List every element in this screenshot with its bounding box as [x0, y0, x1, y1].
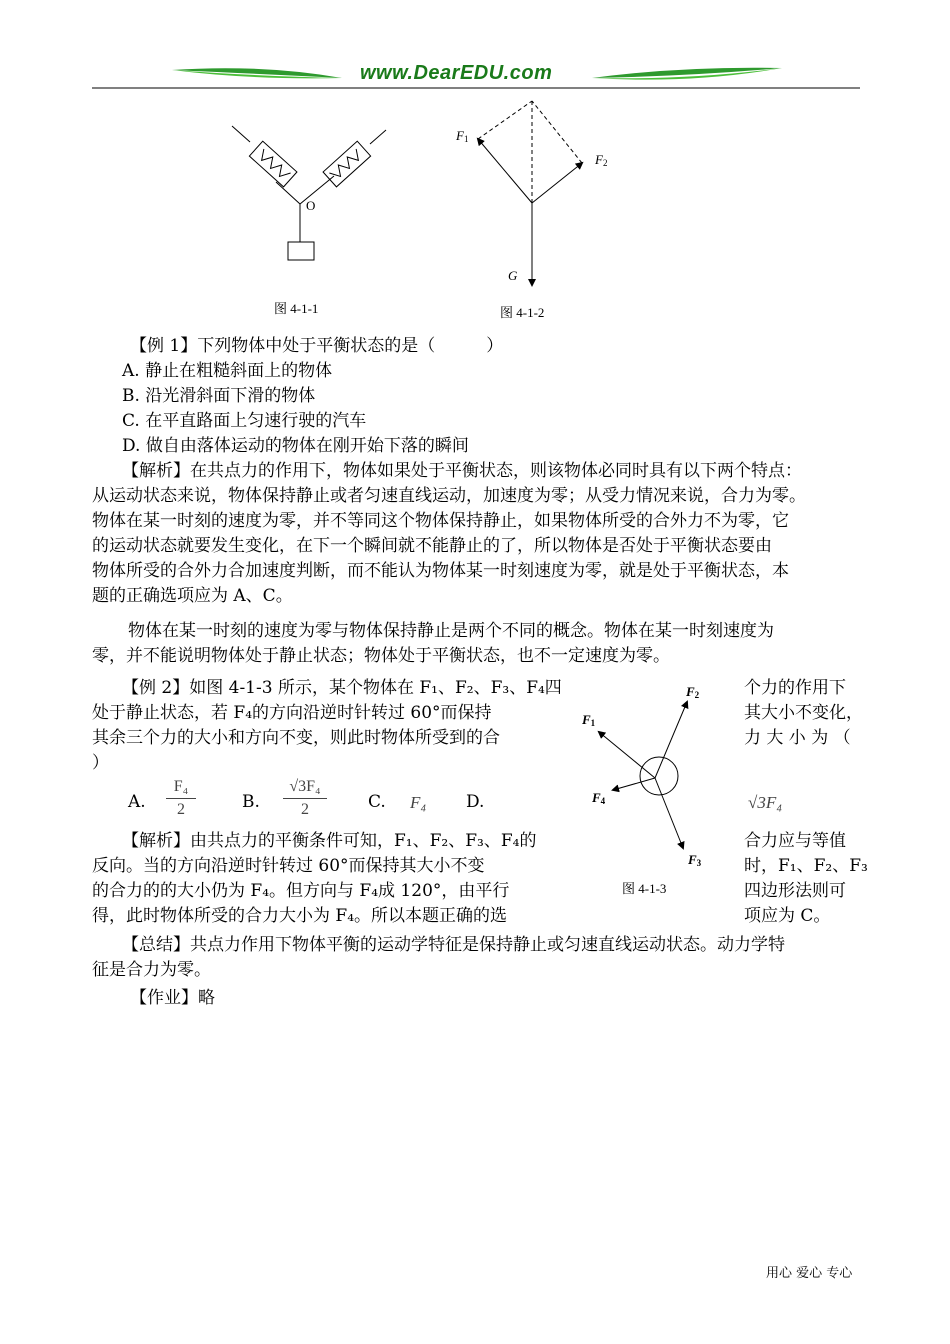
homework: 【作业】略: [130, 988, 215, 1008]
example1-question: 【例 1】下列物体中处于平衡状态的是（ ）: [130, 336, 504, 356]
fig2-f2-label: $F_2$: [595, 152, 608, 168]
option-a-denominator: 2: [177, 801, 185, 818]
fig3-f4-label: $F_4$: [592, 790, 606, 806]
example2-analysis-line: 的合力的的大小仍为 F₄。但方向与 F₄成 120°，由平行: [92, 881, 510, 901]
example2-question-line: ）: [92, 753, 109, 773]
fig2-caption: 图 4-1-2: [500, 305, 545, 320]
fig1-point-label: O: [306, 198, 316, 213]
example1-option-b: B. 沿光滑斜面下滑的物体: [122, 386, 316, 406]
footer-motto: 用心 爱心 专心: [766, 1266, 853, 1281]
option-b-numerator: √3F₄: [289, 778, 321, 795]
example1-analysis-line: 【解析】在共点力的作用下，物体如果处于平衡状态，则该物体必同时具有以下两个特点：: [122, 461, 802, 481]
fig1-caption: 图 4-1-1: [274, 301, 319, 316]
figure-4-1-2: [460, 95, 620, 295]
site-name: www.DearEDU.com: [360, 62, 553, 84]
example2-analysis-right: 合力应与等值: [744, 831, 846, 851]
example2-analysis-line: 反向。当的方向沿逆时针转过 60°而保持其大小不变: [92, 856, 485, 876]
example1-option-d: D. 做自由落体运动的物体在刚开始下落的瞬间: [122, 436, 469, 456]
example1-note-line: 物体在某一时刻的速度为零与物体保持静止是两个不同的概念。物体在某一时刻速度为: [128, 621, 774, 641]
example2-analysis-line: 得，此时物体所受的合力大小为 F₄。所以本题正确的选: [92, 906, 508, 926]
example1-note-line: 零，并不能说明物体处于静止状态；物体处于平衡状态，也不一定速度为零。: [92, 646, 670, 666]
option-a-label: A.: [128, 792, 146, 812]
example1-option-c: C. 在平直路面上匀速行驶的汽车: [122, 411, 367, 431]
fig3-f3-label: $F_3$: [688, 852, 702, 868]
fig3-f1-label: $F_1$: [582, 712, 596, 728]
example1-analysis-line: 物体所受的合外力合加速度判断，而不能认为物体某一时刻速度为零，就是处于平衡状态，本: [92, 561, 789, 581]
option-b-label: B.: [242, 792, 260, 812]
example2-question-line: 其余三个力的大小和方向不变，则此时物体所受到的合: [92, 728, 500, 748]
example1-option-a: A. 静止在粗糙斜面上的物体: [122, 361, 333, 381]
option-a-fraction: [166, 778, 196, 819]
fig2-f1-label: $F_1$: [456, 128, 469, 144]
example1-analysis-line: 题的正确选项应为 A、C。: [92, 586, 293, 606]
figure-4-1-3: [585, 680, 745, 880]
example2-question-right: 个力的作用下: [744, 678, 846, 698]
example1-analysis-line: 物体在某一时刻的速度为零，并不等同这个物体保持静止，如果物体所受的合外力不为零，它: [92, 511, 789, 531]
option-c-value: F₄: [410, 793, 427, 812]
example2-question-right: 力 大 小 为 （: [744, 728, 851, 748]
example2-question-right: 其大小不变化，: [744, 703, 863, 723]
option-c-label: C.: [368, 792, 386, 812]
figure-4-1-1: [220, 118, 400, 268]
option-b-denominator: 2: [301, 801, 309, 818]
example2-analysis-line: 【解析】由共点力的平衡条件可知，F₁、F₂、F₃、F₄的: [122, 831, 537, 851]
example2-question-line: 【例 2】如图 4-1-3 所示，某个物体在 F₁、F₂、F₃、F₄四: [122, 678, 562, 698]
summary-line: 征是合力为零。: [92, 960, 211, 980]
fig3-caption: 图 4-1-3: [622, 881, 667, 896]
option-b-fraction: [283, 778, 327, 819]
example2-analysis-right: 项应为 C。: [744, 906, 831, 926]
example1-analysis-line: 的运动状态就要发生变化，在下一个瞬间就不能静止的了，所以物体是否处于平衡状态要由: [92, 536, 772, 556]
example2-analysis-right: 时，F₁、F₂、F₃: [744, 856, 868, 876]
option-d-label: D.: [466, 792, 485, 812]
header-banner: [92, 58, 860, 92]
option-a-numerator: F₄: [173, 778, 189, 795]
example2-analysis-right: 四边形法则可: [744, 881, 846, 901]
summary-line: 【总结】共点力作用下物体平衡的运动学特征是保持静止或匀速直线运动状态。动力学特: [122, 935, 785, 955]
example1-analysis-line: 从运动状态来说，物体保持静止或者匀速直线运动，加速度为零；从受力情况来说，合力为零。: [92, 486, 806, 506]
example2-question-line: 处于静止状态，若 F₄的方向沿逆时针转过 60°而保持: [92, 703, 492, 723]
fig2-g-label: G: [508, 268, 518, 283]
fig3-f2-label: $F_2$: [686, 684, 700, 700]
option-d-value: √3F₄: [748, 793, 783, 812]
